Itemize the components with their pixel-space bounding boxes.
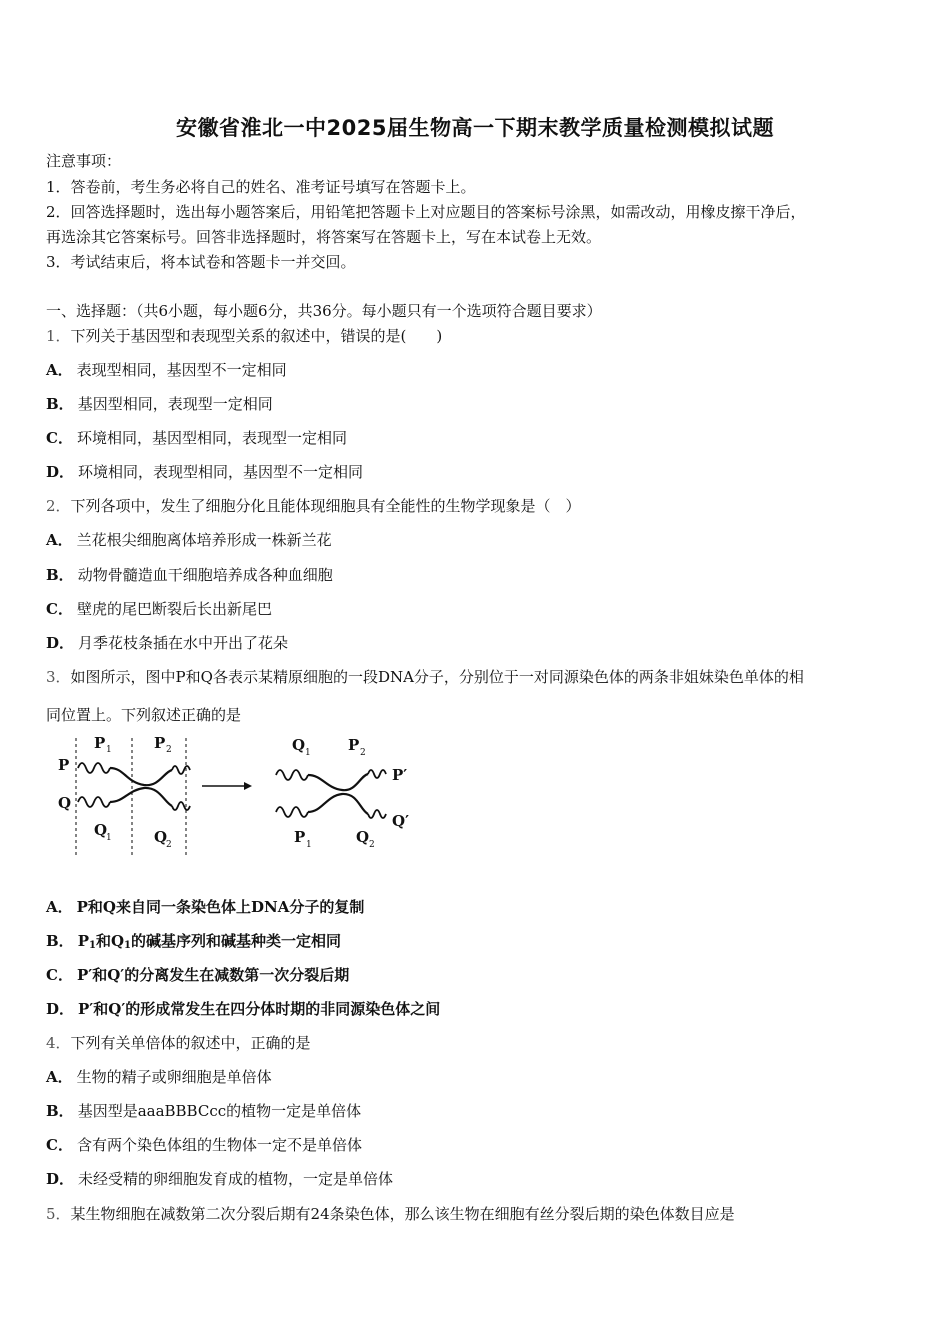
question-number: 5． — [46, 1205, 71, 1223]
page-title: 安徽省淮北一中2025届生物高一下期末教学质量检测模拟试题 — [176, 116, 774, 140]
option-letter: B． — [46, 1102, 74, 1120]
option — [46, 897, 912, 917]
option-text: 生物的精子或卵细胞是单倍体 — [76, 1068, 272, 1086]
strand-lower — [308, 794, 368, 814]
option — [46, 965, 912, 985]
coil-Q2 — [172, 802, 190, 810]
question-stem — [46, 667, 912, 687]
notice-heading: 注意事项： — [46, 152, 122, 170]
label-Q2-sub: 2 — [166, 840, 172, 850]
option — [46, 1067, 912, 1087]
label-P1-right: P — [294, 828, 306, 846]
option — [46, 633, 912, 653]
option-text-post: 的碱基序列和碱基种类一定相同 — [130, 932, 341, 950]
label-Q1-right: Q — [292, 736, 306, 754]
option-text: P和Q来自同一条染色体上DNA分子的复制 — [76, 898, 365, 916]
label-Q2-right-sub: 2 — [369, 840, 375, 850]
label-Q1-sub: 1 — [106, 833, 112, 843]
option-text: P′和Q′的形成常发生在四分体时期的非同源染色体之间 — [78, 1000, 441, 1018]
question-text: 某生物细胞在减数第二次分裂后期有24条染色体，那么该生物在细胞有丝分裂后期的染色体数目应是 — [70, 1205, 735, 1223]
option — [46, 530, 912, 550]
arrow-icon — [202, 782, 252, 790]
option-text: 环境相同，表现型相同，基因型不一定相同 — [78, 463, 364, 481]
option-letter: C． — [46, 429, 73, 447]
question-stem — [46, 1033, 912, 1053]
option-letter: C． — [46, 966, 73, 984]
question-stem — [46, 326, 912, 346]
subscript: 1 — [88, 940, 96, 951]
coil-Q1 — [78, 797, 110, 807]
coil-P1 — [78, 763, 110, 773]
option — [46, 360, 912, 380]
question-stem — [46, 496, 912, 516]
option-text: 基因型相同，表现型一定相同 — [77, 395, 273, 413]
option — [46, 394, 912, 414]
option-text: 壁虎的尾巴断裂后长出新尾巴 — [76, 600, 272, 618]
option-letter: A． — [46, 898, 73, 916]
coil-upper-left — [276, 770, 308, 780]
option-letter: B． — [46, 566, 74, 584]
section-heading: 一、选择题：（共6小题，每小题6分，共36分。每小题只有一个选项符合题目要求） — [46, 302, 602, 320]
coil-upper-right — [368, 770, 386, 778]
option — [46, 1101, 912, 1121]
strand-upper — [308, 774, 368, 790]
notice-item: 再选涂其它答案标号。回答非选择题时，将答案写在答题卡上，写在本试卷上无效。 — [46, 228, 602, 246]
option-text-mid: 和Q — [95, 932, 125, 950]
label-Q-prime: Q′ — [392, 812, 410, 830]
option-text: 月季花枝条插在水中开出了花朵 — [78, 634, 289, 652]
label-Q1: Q — [94, 821, 108, 839]
option-text: 表现型相同，基因型不一定相同 — [76, 361, 287, 379]
label-Q2-right: Q — [356, 828, 370, 846]
question-text: 如图所示，图中P和Q各表示某精原细胞的一段DNA分子，分别位于一对同源染色体的两条非姐妹染色单体的相 — [70, 668, 804, 686]
label-P1: P — [94, 734, 106, 752]
option-letter: D． — [46, 463, 75, 481]
option — [46, 599, 912, 619]
option-letter: C． — [46, 600, 73, 618]
label-Q1-right-sub: 1 — [305, 748, 311, 758]
subscript: 1 — [124, 940, 131, 951]
option — [46, 931, 912, 956]
question-number: 2． — [46, 497, 71, 515]
option — [46, 1169, 912, 1189]
question-text: 下列有关单倍体的叙述中，正确的是 — [70, 1034, 311, 1052]
label-P2: P — [154, 734, 166, 752]
question-stem — [46, 1204, 912, 1224]
question-number: 1． — [46, 327, 71, 345]
option-letter: D． — [46, 1170, 75, 1188]
coil-P2 — [172, 766, 190, 774]
option-text: 兰花根尖细胞离体培养形成一株新兰花 — [76, 531, 332, 549]
option-letter: C． — [46, 1136, 73, 1154]
question-text: 下列各项中，发生了细胞分化且能体现细胞具有全能性的生物学现象是（ ） — [70, 497, 581, 515]
dna-crossover-figure — [54, 730, 424, 860]
option — [46, 999, 912, 1019]
label-Q: Q — [58, 794, 72, 812]
strand-P — [110, 768, 172, 785]
label-P2-right-sub: 2 — [360, 748, 366, 758]
label-P: P — [58, 756, 70, 774]
coil-lower-right — [368, 810, 386, 818]
option-text: 环境相同，基因型相同，表现型一定相同 — [76, 429, 347, 447]
notice-item: 2．回答选择题时，选出每小题答案后，用铅笔把答题卡上对应题目的答案标号涂黑，如需改动，用橡皮擦干净后， — [46, 203, 806, 221]
label-Q2: Q — [154, 828, 168, 846]
after-crossover-diagram — [276, 736, 409, 850]
option-letter: A． — [46, 1068, 73, 1086]
option-letter: D． — [46, 1000, 75, 1018]
label-P1-sub: 1 — [106, 745, 112, 755]
notice-item: 1．答卷前，考生务必将自己的姓名、准考证号填写在答题卡上。 — [46, 178, 476, 196]
question-stem-continued: 同位置上。下列叙述正确的是 — [46, 706, 242, 724]
before-crossover-diagram — [58, 734, 190, 855]
label-P1-right-sub: 1 — [306, 840, 312, 850]
question-text: 下列关于基因型和表现型关系的叙述中，错误的是( ) — [70, 327, 443, 345]
option-letter: D． — [46, 634, 75, 652]
option-text-p1: P — [77, 932, 89, 950]
option-text: 未经受精的卵细胞发育成的植物，一定是单倍体 — [78, 1170, 394, 1188]
label-P2-right: P — [348, 736, 360, 754]
question-number: 4． — [46, 1034, 71, 1052]
option — [46, 565, 912, 585]
option-text: 基因型是aaaBBBCcc的植物一定是单倍体 — [77, 1102, 362, 1120]
option-letter: A． — [46, 531, 73, 549]
option-text: 动物骨髓造血干细胞培养成各种血细胞 — [77, 566, 333, 584]
label-P2-sub: 2 — [166, 745, 172, 755]
question-number: 3． — [46, 668, 71, 686]
notice-item: 3．考试结束后，将本试卷和答题卡一并交回。 — [46, 253, 356, 271]
option-letter: B． — [46, 395, 74, 413]
option-text: P′和Q′的分离发生在减数第一次分裂后期 — [76, 966, 350, 984]
option — [46, 428, 912, 448]
option — [46, 462, 912, 482]
option-text: 含有两个染色体组的生物体一定不是单倍体 — [76, 1136, 362, 1154]
coil-lower-left — [276, 807, 308, 817]
label-P-prime: P′ — [392, 766, 408, 784]
option-letter: A． — [46, 361, 73, 379]
strand-Q — [110, 788, 172, 806]
option — [46, 1135, 912, 1155]
option-letter: B． — [46, 932, 74, 950]
